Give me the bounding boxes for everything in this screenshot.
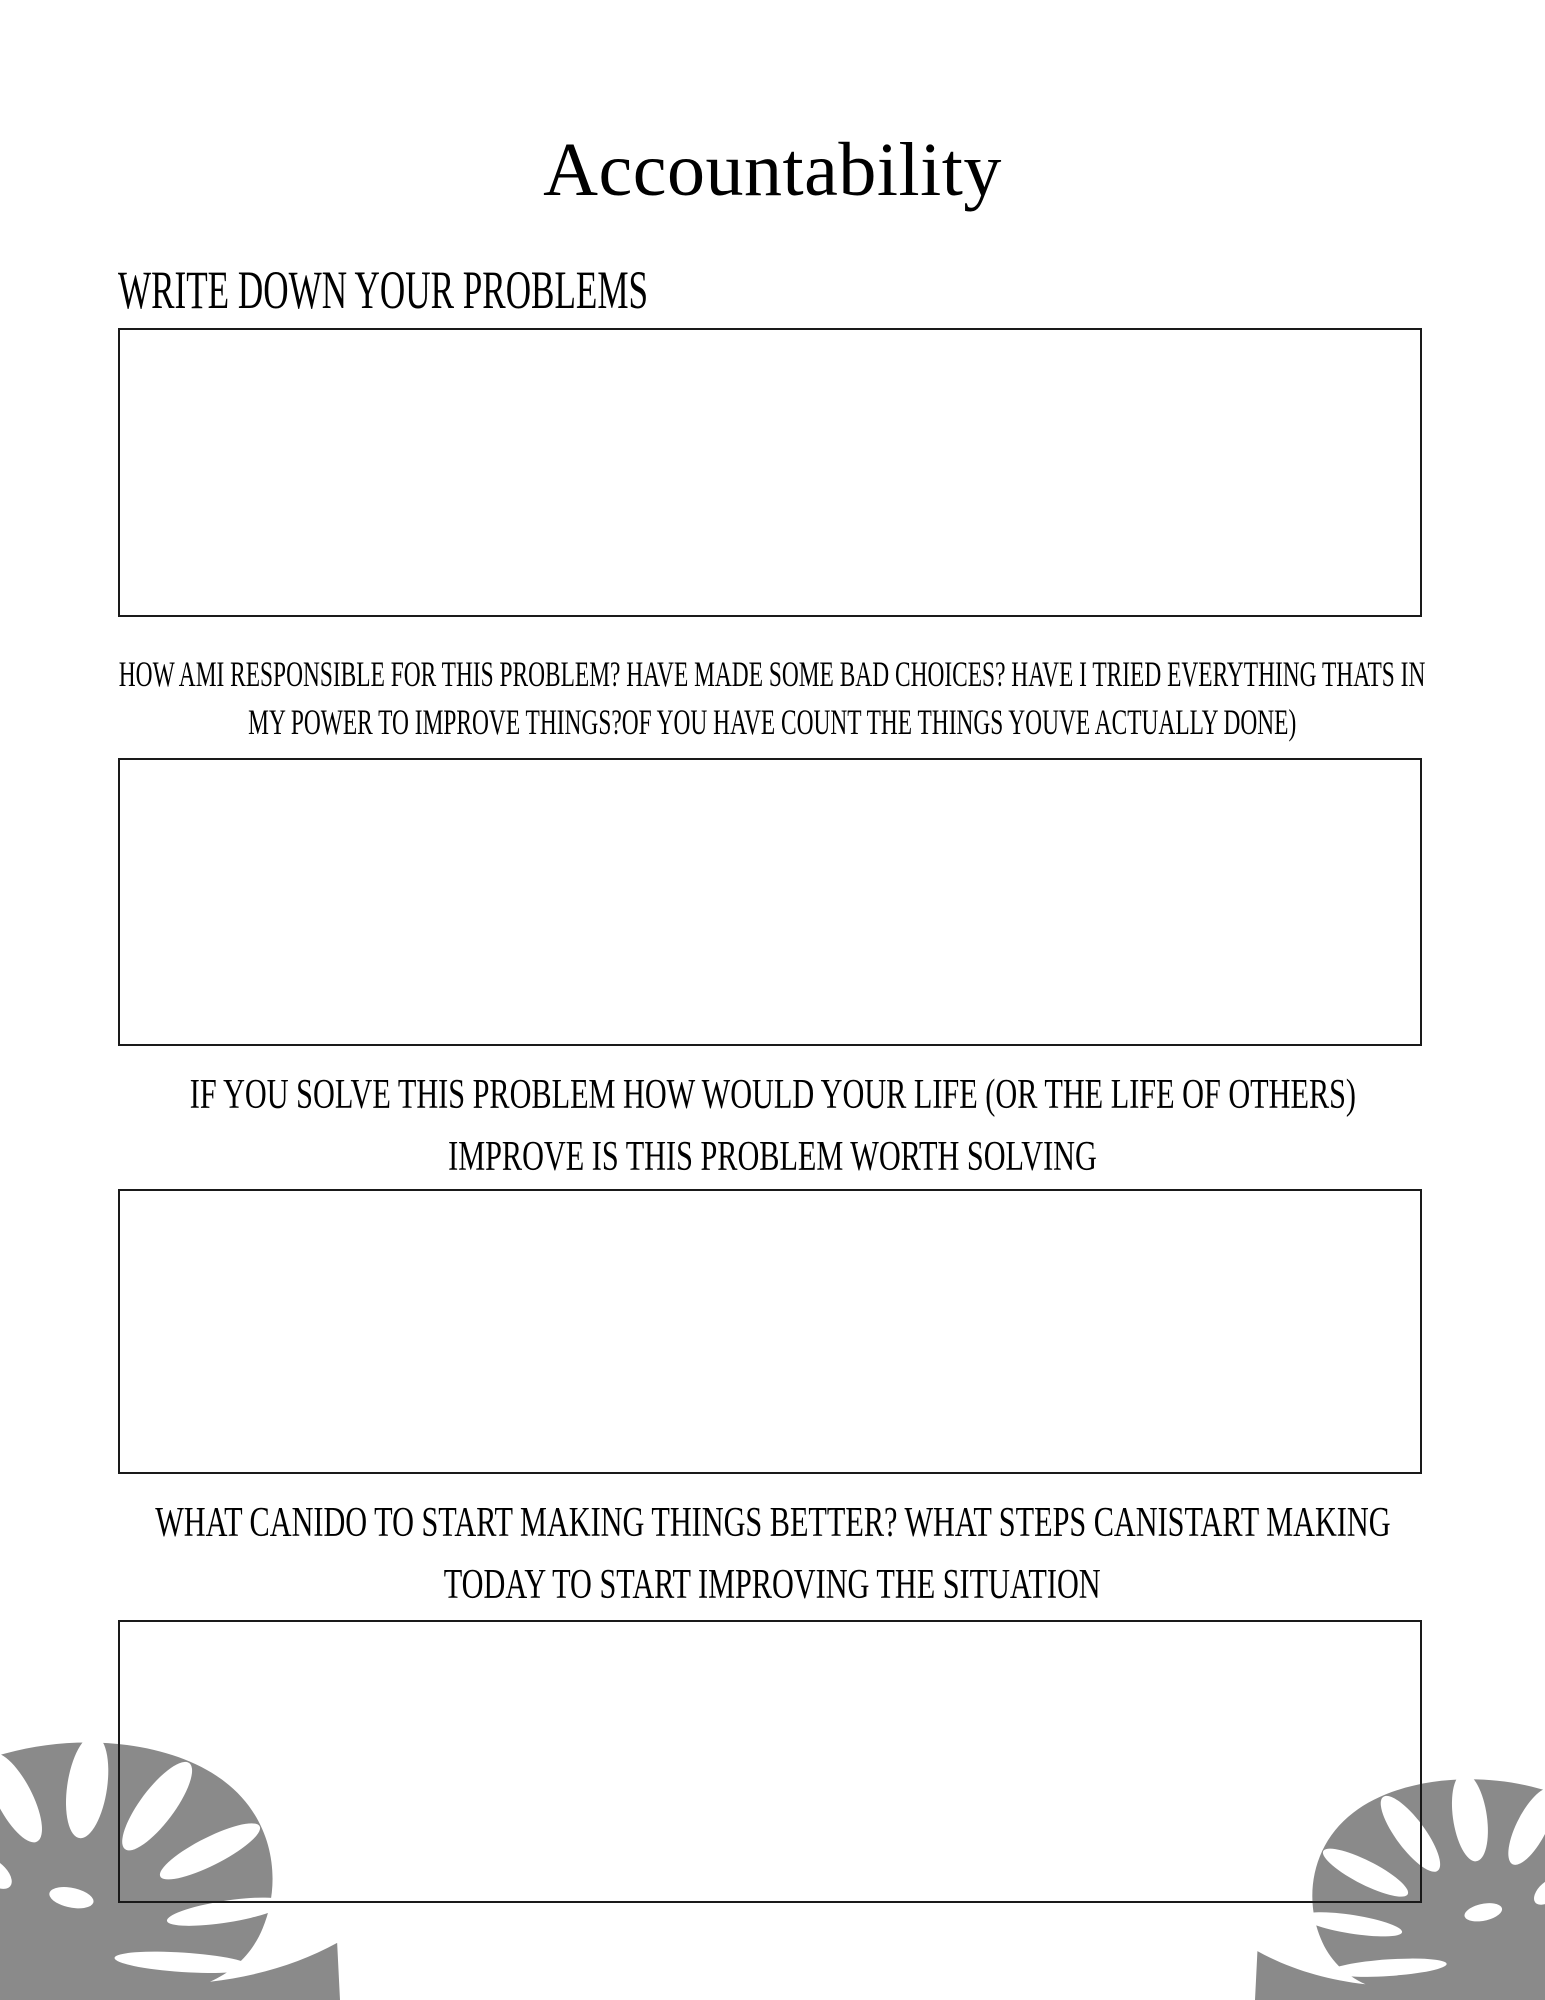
question-line — [0, 698, 1545, 746]
question-line-text: IMPROVE IS THIS PROBLEM WORTH SOLVING — [448, 1134, 1097, 1180]
page-title: Accountability — [543, 128, 1002, 212]
answer-box-worth-solving[interactable] — [118, 1189, 1422, 1474]
answer-box-action-steps[interactable] — [118, 1620, 1422, 1903]
question-line-text: WHAT CANIDO TO START MAKING THINGS BETTER? WHAT STEPS CANISTART MAKING — [154, 1500, 1391, 1546]
question-line-text: TODAY TO START IMPROVING THE SITUATION — [444, 1562, 1101, 1608]
answer-box-responsibility[interactable] — [118, 758, 1422, 1046]
question-line — [0, 1492, 1545, 1554]
question-action-steps — [0, 1492, 1545, 1616]
question-line-text: IF YOU SOLVE THIS PROBLEM HOW WOULD YOUR LIFE (OR THE LIFE OF OTHERS) — [189, 1072, 1356, 1118]
question-line — [0, 650, 1545, 698]
question-line — [0, 1554, 1545, 1616]
section-heading-problems — [118, 260, 933, 320]
question-line-text: HOW AMI RESPONSIBLE FOR THIS PROBLEM? HAVE MADE SOME BAD CHOICES? HAVE I TRIED EVERYTHING THATS IN — [119, 654, 1426, 694]
question-line — [0, 1126, 1545, 1188]
section-heading-text: WRITE DOWN YOUR PROBLEMS — [118, 260, 649, 320]
question-line — [0, 1064, 1545, 1126]
question-line-text: MY POWER TO IMPROVE THINGS?OF YOU HAVE COUNT THE THINGS YOUVE ACTUALLY DONE) — [248, 702, 1297, 742]
answer-box-problems[interactable] — [118, 328, 1422, 617]
question-responsibility — [0, 650, 1545, 746]
question-worth-solving — [0, 1064, 1545, 1188]
